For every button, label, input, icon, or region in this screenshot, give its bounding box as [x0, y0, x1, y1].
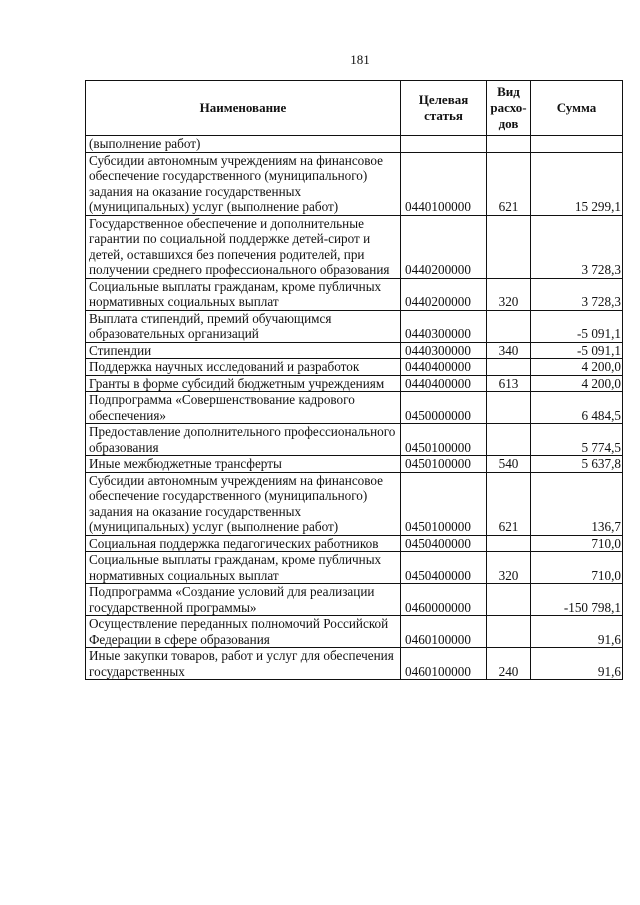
cell-type — [487, 584, 531, 616]
cell-type — [487, 215, 531, 278]
cell-name: Субсидии автономным учреждениям на финансовое обеспечение государственного (муниципального) задания на оказание государственных (муниципальных) услуг (выполнение работ) — [86, 152, 401, 215]
cell-code: 0440200000 — [401, 278, 487, 310]
cell-name: Гранты в форме субсидий бюджетным учреждениям — [86, 375, 401, 392]
cell-name: Выплата стипендий, премий обучающимся образовательных организаций — [86, 310, 401, 342]
budget-table — [85, 80, 623, 680]
cell-type — [487, 310, 531, 342]
table-body — [86, 136, 623, 680]
cell-name: (выполнение работ) — [86, 136, 401, 153]
cell-sum: -150 798,1 — [531, 584, 623, 616]
cell-code: 0440300000 — [401, 342, 487, 359]
page-number: 181 — [350, 52, 370, 67]
cell-code: 0450400000 — [401, 552, 487, 584]
table-row — [86, 584, 623, 616]
table-row — [86, 342, 623, 359]
table-row — [86, 310, 623, 342]
cell-name: Государственное обеспечение и дополнительные гарантии по социальной поддержке детей-сирот и детей, оставшихся без попечения родителей, при получении среднего профессионального образования — [86, 215, 401, 278]
cell-sum: 4 200,0 — [531, 375, 623, 392]
cell-code: 0450100000 — [401, 456, 487, 473]
table-row — [86, 456, 623, 473]
cell-code: 0440400000 — [401, 359, 487, 376]
table-header — [86, 81, 623, 136]
cell-type — [487, 616, 531, 648]
cell-name: Иные межбюджетные трансферты — [86, 456, 401, 473]
table-row — [86, 616, 623, 648]
cell-name: Субсидии автономным учреждениям на финансовое обеспечение государственного (муниципального) задания на оказание государственных (муниципальных) услуг (выполнение работ) — [86, 472, 401, 535]
cell-type: 621 — [487, 152, 531, 215]
cell-sum: 136,7 — [531, 472, 623, 535]
cell-type: 320 — [487, 278, 531, 310]
table-row — [86, 535, 623, 552]
table-row — [86, 552, 623, 584]
cell-type — [487, 136, 531, 153]
table-row — [86, 359, 623, 376]
cell-code — [401, 136, 487, 153]
cell-type: 320 — [487, 552, 531, 584]
cell-type — [487, 392, 531, 424]
column-header-code: Целевая статья — [401, 81, 487, 136]
table-row — [86, 424, 623, 456]
cell-sum: 3 728,3 — [531, 278, 623, 310]
cell-code: 0460000000 — [401, 584, 487, 616]
cell-type: 613 — [487, 375, 531, 392]
cell-sum: 15 299,1 — [531, 152, 623, 215]
column-header-sum: Сумма — [531, 81, 623, 136]
cell-sum — [531, 136, 623, 153]
cell-name: Социальная поддержка педагогических работников — [86, 535, 401, 552]
cell-type: 340 — [487, 342, 531, 359]
cell-type — [487, 535, 531, 552]
cell-code: 0460100000 — [401, 616, 487, 648]
cell-name: Поддержка научных исследований и разработок — [86, 359, 401, 376]
cell-sum: -5 091,1 — [531, 310, 623, 342]
table-row — [86, 215, 623, 278]
column-header-type: Вид расхо-дов — [487, 81, 531, 136]
cell-sum: 91,6 — [531, 648, 623, 680]
cell-type: 621 — [487, 472, 531, 535]
cell-type: 540 — [487, 456, 531, 473]
table-row — [86, 472, 623, 535]
cell-name: Подпрограмма «Создание условий для реализации государственной программы» — [86, 584, 401, 616]
table-row — [86, 136, 623, 153]
column-header-name: Наименование — [86, 81, 401, 136]
cell-code: 0460100000 — [401, 648, 487, 680]
table-row — [86, 375, 623, 392]
cell-name: Подпрограмма «Совершенствование кадрового обеспечения» — [86, 392, 401, 424]
table-row — [86, 648, 623, 680]
cell-code: 0440100000 — [401, 152, 487, 215]
cell-code: 0440200000 — [401, 215, 487, 278]
cell-name: Осуществление переданных полномочий Российской Федерации в сфере образования — [86, 616, 401, 648]
cell-sum: 710,0 — [531, 535, 623, 552]
cell-name: Стипендии — [86, 342, 401, 359]
cell-name: Социальные выплаты гражданам, кроме публичных нормативных социальных выплат — [86, 278, 401, 310]
cell-sum: -5 091,1 — [531, 342, 623, 359]
cell-sum: 91,6 — [531, 616, 623, 648]
cell-sum: 5 774,5 — [531, 424, 623, 456]
cell-code: 0450100000 — [401, 472, 487, 535]
cell-sum: 3 728,3 — [531, 215, 623, 278]
cell-name: Иные закупки товаров, работ и услуг для обеспечения государственных — [86, 648, 401, 680]
cell-sum: 710,0 — [531, 552, 623, 584]
cell-sum: 4 200,0 — [531, 359, 623, 376]
cell-type: 240 — [487, 648, 531, 680]
cell-sum: 5 637,8 — [531, 456, 623, 473]
cell-code: 0450000000 — [401, 392, 487, 424]
cell-code: 0450100000 — [401, 424, 487, 456]
cell-name: Предоставление дополнительного профессионального образования — [86, 424, 401, 456]
cell-code: 0450400000 — [401, 535, 487, 552]
table-row — [86, 278, 623, 310]
cell-type — [487, 359, 531, 376]
table-row — [86, 392, 623, 424]
cell-sum: 6 484,5 — [531, 392, 623, 424]
cell-type — [487, 424, 531, 456]
cell-name: Социальные выплаты гражданам, кроме публичных нормативных социальных выплат — [86, 552, 401, 584]
table-row — [86, 152, 623, 215]
cell-code: 0440400000 — [401, 375, 487, 392]
cell-code: 0440300000 — [401, 310, 487, 342]
